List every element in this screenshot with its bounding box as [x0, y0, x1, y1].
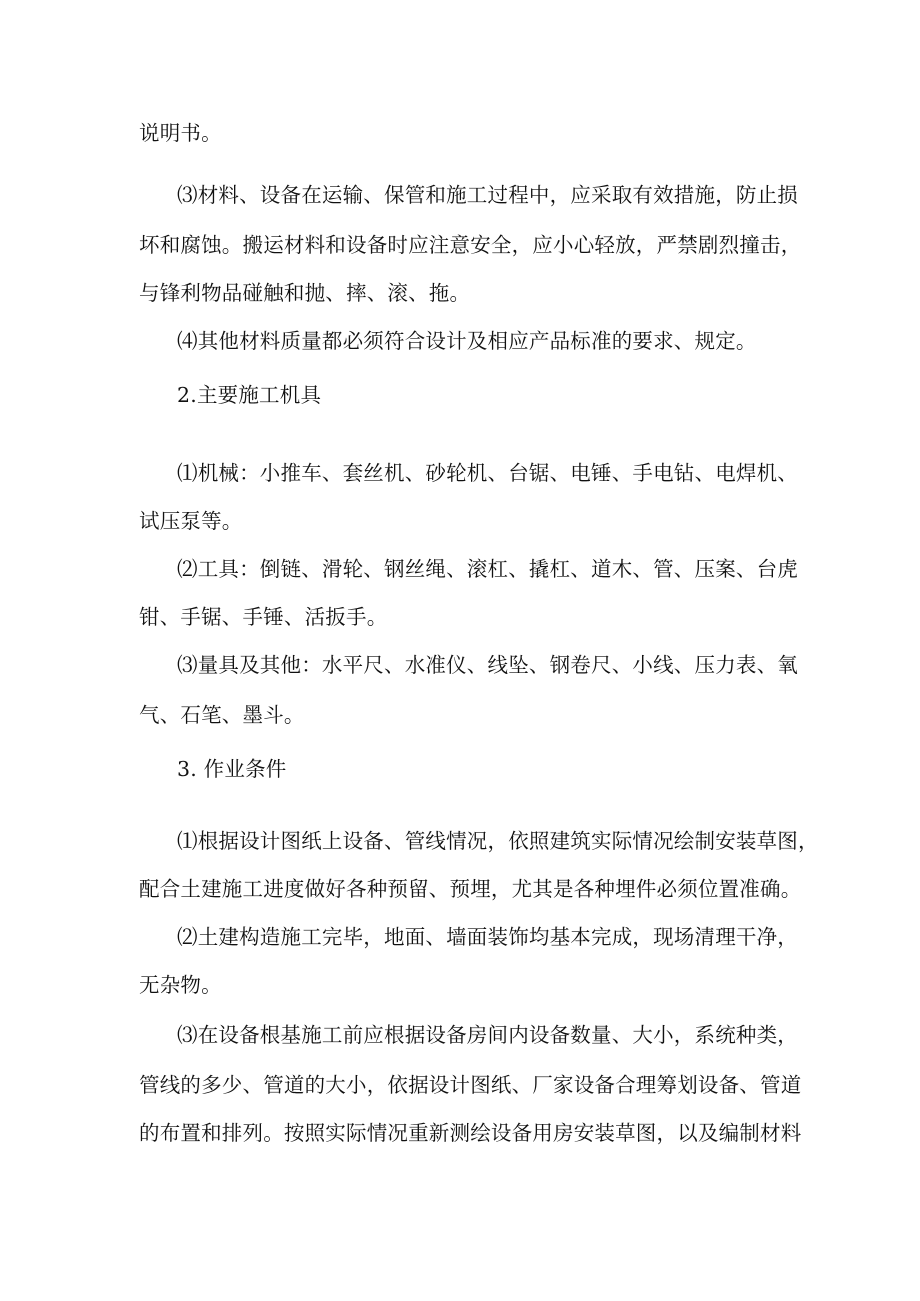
- text-line: 钳、手锯、手锤、活扳手。: [139, 605, 388, 629]
- text-line: ⑴根据设计图纸上设备、管线情况，依照建筑实际情况绘制安装草图，: [177, 829, 819, 853]
- text-line: 说明书。: [139, 121, 222, 145]
- text-line: 的布置和排列。按照实际情况重新测绘设备用房安装草图，以及编制材料: [139, 1121, 802, 1145]
- text-line: 气、石笔、墨斗。: [139, 703, 305, 727]
- text-line: ⑶在设备根基施工前应根据设备房间内设备数量、大小，系统种类，: [177, 1023, 798, 1047]
- section-heading: 3. 作业条件: [177, 757, 287, 781]
- text-line: ⑵土建构造施工完毕，地面、墙面装饰均基本完成，现场清理干净，: [177, 925, 798, 949]
- text-line: 无杂物。: [139, 973, 222, 997]
- text-line: ⑶材料、设备在运输、保管和施工过程中，应采取有效措施，防止损: [177, 183, 798, 207]
- text-line: 坏和腐蚀。搬运材料和设备时应注意安全，应小心轻放，严禁剧烈撞击，: [139, 233, 802, 257]
- text-line: ⑶量具及其他：水平尺、水准仪、线坠、钢卷尺、小线、压力表、氧: [177, 653, 798, 677]
- text-line: ⑷其他材料质量都必须符合设计及相应产品标准的要求、规定。: [177, 329, 757, 353]
- text-line: 配合土建施工进度做好各种预留、预埋，尤其是各种埋件必须位置准确。: [139, 877, 802, 901]
- text-line: 试压泵等。: [139, 509, 243, 533]
- text-line: 管线的多少、管道的大小，依据设计图纸、厂家设备合理筹划设备、管道: [139, 1073, 802, 1097]
- text-line: ⑴机械：小推车、套丝机、砂轮机、台锯、电锤、手电钻、电焊机、: [177, 461, 798, 485]
- section-heading: 2.主要施工机具: [177, 383, 322, 407]
- text-line: ⑵工具：倒链、滑轮、钢丝绳、滚杠、撬杠、道木、管、压案、台虎: [177, 557, 798, 581]
- text-line: 与锋利物品碰触和抛、摔、滚、拖。: [139, 281, 471, 305]
